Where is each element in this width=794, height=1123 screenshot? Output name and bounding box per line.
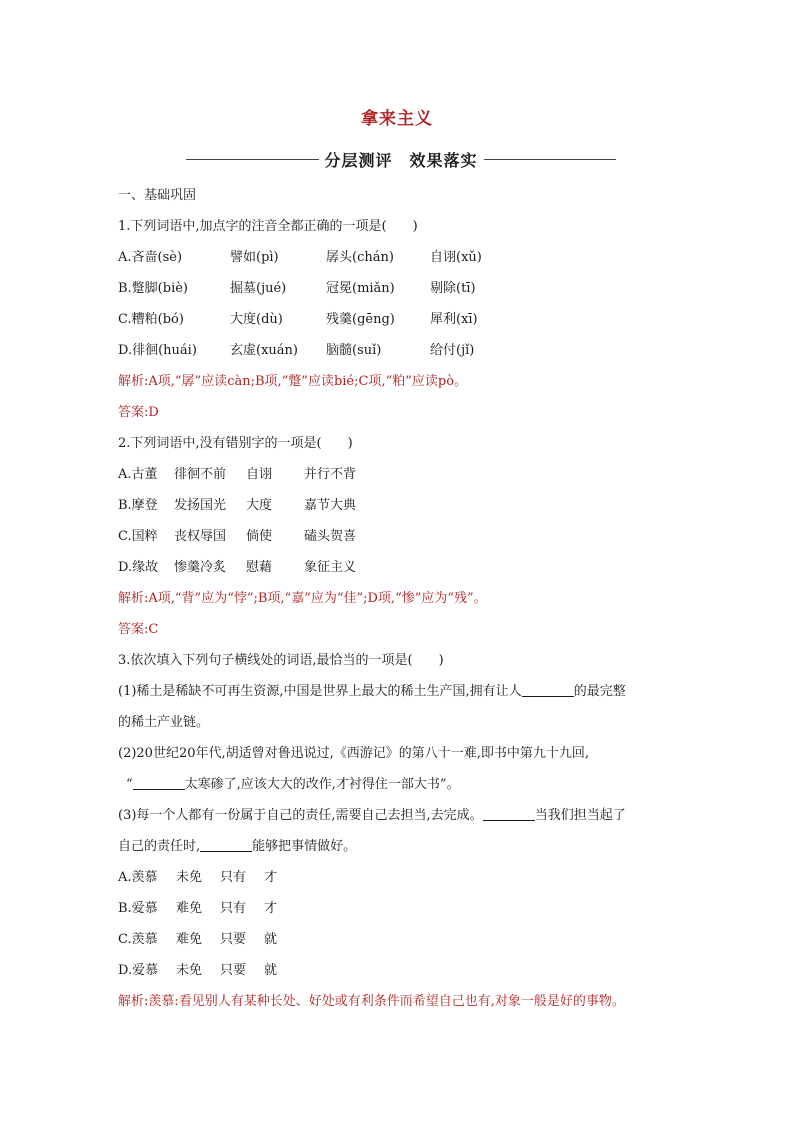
question-3-analysis: 解析:羡慕:看见别人有某种长处、好处或有利条件而希望自己也有,对象一般是好的事物。: [118, 994, 625, 1009]
option-term: 难免: [176, 901, 203, 916]
question-1-option-a: [118, 246, 688, 277]
option-term: 就: [264, 932, 278, 947]
option-term: 未免: [176, 963, 203, 978]
sentence-text: “: [126, 777, 133, 792]
option-term: B.爱慕: [118, 901, 158, 916]
question-1-answer: 答案:D: [118, 405, 159, 420]
option-term: 孱头(chán): [326, 250, 394, 265]
question-3-option-c: [118, 928, 688, 959]
question-3-option-b: [118, 897, 688, 928]
banner-rule-left: [186, 159, 319, 160]
question-3-sentence-1: [118, 680, 688, 711]
sentence-text: 自己的责任时,: [118, 839, 201, 854]
question-1-option-d: [118, 339, 688, 370]
section-banner: [186, 146, 616, 172]
option-term: 倘使: [246, 529, 273, 544]
banner-rule-right: [484, 159, 617, 160]
option-term: 未免: [176, 870, 203, 885]
fill-blank: [522, 682, 574, 697]
fill-blank: [133, 775, 185, 790]
option-term: 只要: [220, 932, 247, 947]
section-heading: 一、基础巩固: [118, 188, 197, 203]
option-term: 自诩(xǔ): [430, 250, 482, 265]
option-term: 自诩: [246, 467, 273, 482]
sentence-text: 当我们担当起了: [534, 808, 626, 823]
question-body: [118, 184, 688, 1021]
fill-blank: [200, 837, 252, 852]
banner-text: 分层测评 效果落实: [324, 150, 478, 170]
option-term: 只有: [220, 870, 247, 885]
option-term: 大度(dù): [230, 312, 283, 327]
fill-blank: [483, 806, 535, 821]
option-term: 才: [264, 901, 278, 916]
option-term: B.蹩脚(biè): [118, 281, 189, 296]
option-term: A.古董: [118, 467, 158, 482]
question-3-sentence-2-cont: [118, 773, 688, 804]
option-term: 给付(jǐ): [430, 343, 475, 358]
option-term: 玄虚(xuán): [230, 343, 298, 358]
page-title: 拿来主义: [361, 109, 433, 129]
question-3-option-d: [118, 959, 688, 990]
question-2-option-a: [118, 463, 688, 494]
question-1-analysis: 解析:A项,“孱”应读càn;B项,“蹩”应读bié;C项,“粕”应读pò。: [118, 374, 468, 389]
question-3-stem: 3.依次填入下列句子横线处的词语,最恰当的一项是( ): [118, 653, 444, 668]
question-3-sentence-2: (2)20世纪20年代,胡适曾对鲁迅说过,《西游记》的第八十一难,即书中第九十九回,: [118, 746, 590, 761]
sentence-text: (3)每一个人都有一份属于自己的责任,需要自己去担当,去完成。: [118, 808, 483, 823]
option-term: 难免: [176, 932, 203, 947]
option-term: 大度: [246, 498, 273, 513]
option-term: 惨羹冷炙: [174, 560, 227, 575]
option-term: 丧权辱国: [174, 529, 227, 544]
sentence-text: 能够把事情做好。: [252, 839, 357, 854]
option-term: 掘墓(jué): [230, 281, 287, 296]
option-term: 只要: [220, 963, 247, 978]
option-term: 譬如(pì): [230, 250, 279, 265]
option-term: 冠冕(miǎn): [326, 281, 395, 296]
question-2-option-c: [118, 525, 688, 556]
option-term: 犀利(xī): [430, 312, 478, 327]
option-term: B.摩登: [118, 498, 158, 513]
option-term: 只有: [220, 901, 247, 916]
option-term: C.羡慕: [118, 932, 158, 947]
option-term: A.吝啬(sè): [118, 250, 183, 265]
question-2-option-d: [118, 556, 688, 587]
question-1-option-b: [118, 277, 688, 308]
option-term: 发扬国光: [174, 498, 227, 513]
option-term: 慰藉: [246, 560, 273, 575]
option-term: 徘徊不前: [174, 467, 227, 482]
option-term: 脑髓(suǐ): [326, 343, 382, 358]
sentence-text: 太寒碜了,应该大大的改作,才衬得住一部大书”。: [184, 777, 460, 792]
sentence-text: 的最完整: [573, 684, 626, 699]
question-2-option-b: [118, 494, 688, 525]
option-term: C.国粹: [118, 529, 158, 544]
question-2-stem: 2.下列词语中,没有错别字的一项是( ): [118, 436, 353, 451]
question-3-sentence-3-cont: [118, 835, 688, 866]
option-term: C.糟粕(bó): [118, 312, 184, 327]
question-3-option-a: [118, 866, 688, 897]
question-2-answer: 答案:C: [118, 622, 159, 637]
option-term: D.爱慕: [118, 963, 159, 978]
question-1-stem: 1.下列词语中,加点字的注音全都正确的一项是( ): [118, 219, 418, 234]
question-3-sentence-1-cont: 的稀土产业链。: [118, 715, 210, 730]
option-term: D.缘故: [118, 560, 159, 575]
option-term: 就: [264, 963, 278, 978]
option-term: D.徘徊(huái): [118, 343, 197, 358]
question-1-option-c: [118, 308, 688, 339]
option-term: 才: [264, 870, 278, 885]
question-3-sentence-3: [118, 804, 688, 835]
option-term: 残羹(gēng): [326, 312, 395, 327]
option-term: 嘉节大典: [304, 498, 357, 513]
sentence-text: (1)稀土是稀缺不可再生资源,中国是世界上最大的稀土生产国,拥有让人: [118, 684, 522, 699]
option-term: 并行不背: [304, 467, 357, 482]
option-term: 磕头贺喜: [304, 529, 357, 544]
option-term: 剔除(tī): [430, 281, 476, 296]
option-term: A.羡慕: [118, 870, 158, 885]
option-term: 象征主义: [304, 560, 357, 575]
question-2-analysis: 解析:A项,“背”应为“悖”;B项,“嘉”应为“佳”;D项,“惨”应为“残”。: [118, 591, 487, 606]
